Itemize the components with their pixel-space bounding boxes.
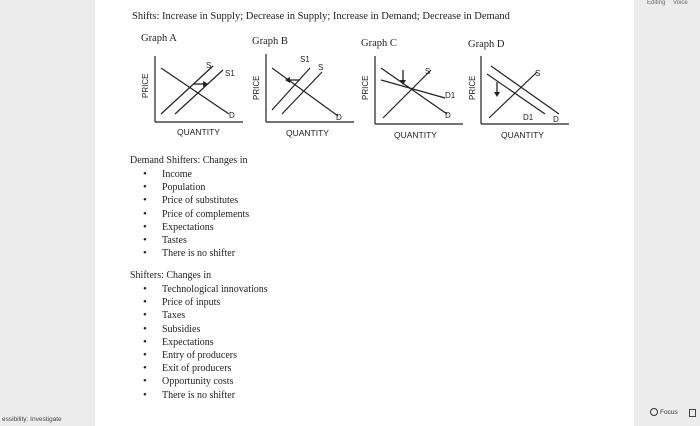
graph-d-curve-d: D: [553, 115, 559, 124]
supply-shifters-title: Shifters: Changes in: [130, 270, 212, 281]
list-item: • There is no shifter: [128, 389, 268, 402]
graph-b-curve-s1: S1: [300, 55, 310, 64]
list-item: • Price of inputs: [128, 296, 268, 309]
list-item: • Expectations: [128, 221, 249, 234]
graph-d-plot: [479, 52, 571, 126]
voice-label[interactable]: Voice: [673, 0, 688, 6]
list-item: • Subsidies: [128, 323, 268, 336]
list-item: • Opportunity costs: [128, 375, 268, 388]
list-item: • Expectations: [128, 336, 268, 349]
graph-a-plot: [153, 54, 245, 124]
graph-d-x-label: QUANTITY: [501, 130, 544, 140]
print-layout-icon[interactable]: [689, 409, 696, 417]
graph-d-curve-s: S: [535, 69, 541, 78]
graph-b-y-label: PRICE: [252, 75, 261, 100]
graph-b-demand-line: [272, 68, 338, 116]
list-item: • Entry of producers: [128, 349, 268, 362]
list-item: • Population: [128, 181, 249, 194]
graph-b-x-label: QUANTITY: [286, 128, 329, 138]
graph-c-plot: [373, 52, 465, 126]
graph-b-curve-d: D: [336, 113, 342, 122]
list-item: • Exit of producers: [128, 362, 268, 375]
graph-d-arrowhead: [494, 92, 500, 97]
graph-b-label: Graph B: [252, 36, 288, 47]
left-gutter: [0, 0, 95, 426]
list-item: • Taxes: [128, 309, 268, 322]
graph-c-curve-s: S: [425, 67, 431, 76]
graph-b-curve-s: S: [318, 63, 324, 72]
graph-c-x-label: QUANTITY: [394, 130, 437, 140]
graph-a-label: Graph A: [141, 33, 177, 44]
list-item: • Price of complements: [128, 208, 249, 221]
graph-a-demand-line: [161, 68, 229, 114]
graph-a-curve-d: D: [229, 111, 235, 120]
focus-icon: [650, 408, 658, 416]
graph-d-label: Graph D: [468, 39, 505, 50]
graph-d-y-label: PRICE: [468, 75, 477, 100]
graph-b-plot: [264, 50, 356, 124]
graph-c-supply-line: [383, 70, 431, 118]
graph-a-curve-s1: S1: [225, 69, 235, 78]
graph-a-x-label: QUANTITY: [177, 127, 220, 137]
graph-c-demand-line: [381, 68, 447, 114]
graph-a-curve-s: S: [206, 61, 212, 70]
graph-a-supply-shifted-line: [175, 70, 223, 114]
accessibility-status[interactable]: essibility: Investigate: [2, 416, 62, 423]
graph-c-y-label: PRICE: [361, 75, 370, 100]
graph-c-demand-shifted-line: [381, 80, 445, 98]
page-title: Shifts: Increase in Supply; Decrease in Supply; Increase in Demand; Decrease in Demand: [132, 11, 510, 22]
demand-shifters-title: Demand Shifters: Changes in: [130, 155, 248, 166]
editing-label[interactable]: Editing: [647, 0, 666, 6]
graph-c-curve-d: D: [445, 111, 451, 120]
list-item: • Price of substitutes: [128, 194, 249, 207]
right-gutter: [634, 0, 700, 426]
list-item: • Income: [128, 168, 249, 181]
graph-a-y-label: PRICE: [141, 73, 150, 98]
graph-d-curve-d1: D1: [523, 113, 534, 122]
focus-label: Focus: [660, 408, 678, 416]
supply-shifters-list: [128, 283, 268, 402]
list-item: • Technological innovations: [128, 283, 268, 296]
demand-shifters-list: [128, 168, 249, 260]
graph-c-label: Graph C: [361, 38, 397, 49]
graph-c-curve-d1: D1: [445, 91, 456, 100]
document-page: [95, 0, 634, 426]
list-item: • There is no shifter: [128, 247, 249, 260]
focus-button[interactable]: [650, 408, 678, 416]
list-item: • Tastes: [128, 234, 249, 247]
